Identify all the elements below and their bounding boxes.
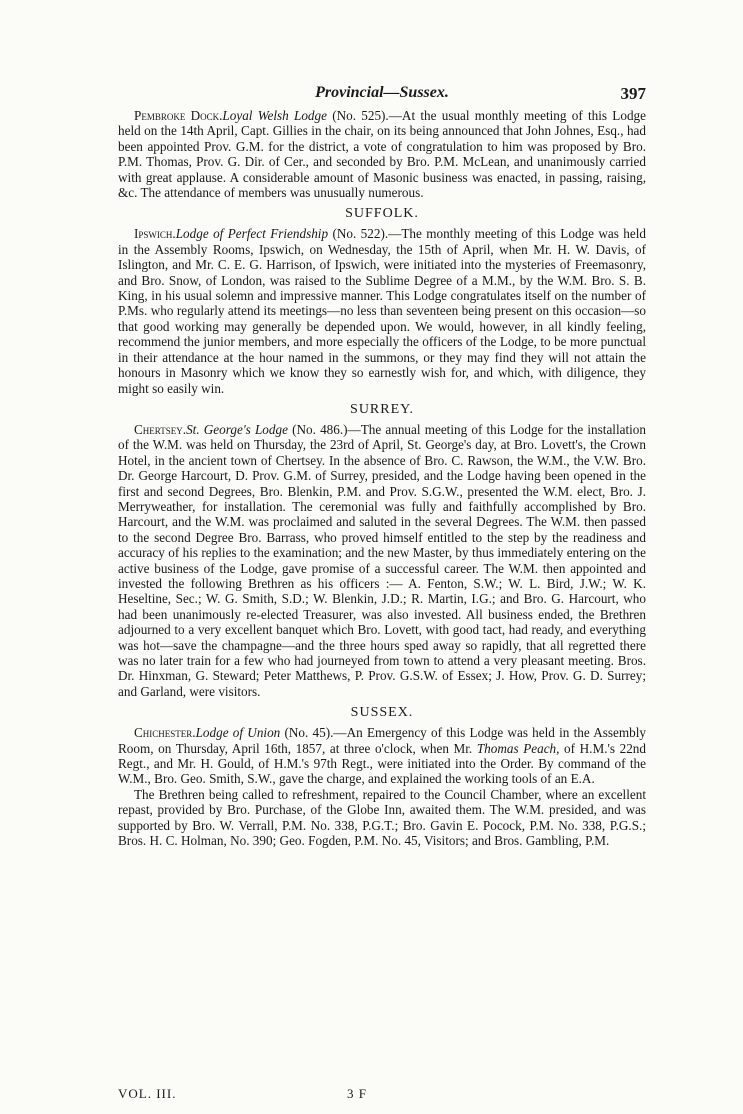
place-name: Chertsey. — [134, 421, 187, 437]
page-header — [118, 84, 646, 108]
lodge-name: Loyal Welsh Lodge — [222, 108, 327, 123]
lodge-name: St. George's Lodge — [186, 421, 288, 437]
lodge-name: Lodge of Perfect Friendship — [175, 226, 329, 242]
paragraph-text: (No. 45).—An Emergency of this Lodge was held in the Assembly Room, on Thursday, April 16th, 1857, at three o'clock, when Mr. — [118, 725, 646, 756]
pembroke-paragraph — [118, 108, 646, 200]
place-name: Ipswich. — [134, 226, 176, 242]
suffolk-paragraph — [118, 226, 646, 395]
paragraph-text: of H.M.'s 22nd Regt., and Mr. H. Gould, of H.M.'s 97th Regt., were initiated into the Order. By command of the W.M., Bro. Geo. Smith, S.W., gave the charge, and explained the working tools of an E.A. — [118, 740, 646, 787]
section-heading-sussex: SUSSEX. — [350, 705, 414, 721]
lodge-name: Lodge of Union — [195, 725, 281, 741]
initiate-name: Thomas Peach, — [476, 740, 560, 756]
section-heading-surrey: SURREY. — [350, 401, 414, 417]
place-name: Chichester. — [134, 725, 196, 741]
section-heading-suffolk: SUFFOLK. — [345, 206, 419, 222]
volume-label: VOL. III. — [118, 1086, 177, 1101]
paragraph-text: (No. 525).—At the usual monthly meeting of this Lodge held on the 14th April, Capt. Gillies in the chair, on its being announced that John Johnes, Esq., had been appointed Prov. G.M. for the district, a vote of congratulation to him was proposed by Bro. P.M. Thomas, Prov. G. Dir. of Cer., and seconded by Bro. P.M. McLean, and unanimously carried with great applause. A considerable amount of Masonic business was enacted, in passing, raising, &c. The attendance of members was unusually numerous. — [118, 108, 646, 201]
sussex-paragraph-1 — [118, 725, 646, 787]
sussex-paragraph-2: The Brethren being called to refreshment, repaired to the Council Chamber, where an excellent repast, provided by Bro. Purchase, of the Globe Inn, awaited them. The W.M. presided, and was supported by Bro. W. Verrall, P.M. No. 338, P.G.T.; Bro. Gavin E. Pocock, P.M. No. 338, P.G.S.; Bros. H. C. Holman, No. 390; Geo. Fogden, P.M. No. 45, Visitors; and Bros. Gambling, P.M. — [118, 786, 646, 849]
surrey-paragraph — [118, 422, 646, 699]
running-title: Provincial—Sussex. — [315, 84, 449, 101]
page-number: 397 — [620, 84, 646, 103]
document-page — [118, 84, 646, 1101]
signature-mark: 3 F — [347, 1086, 367, 1101]
paragraph-text: (No. 522).—The monthly meeting of this Lodge was held in the Assembly Rooms, Ipswich, on Wednesday, the 15th of April, when Mr. H. W. Davis, of Islington, and Mr. C. E. G. Harrison, of Ipswich, were initiated into the mysteries of Freemasonry, and Bro. Snow, of London, was raised to the Sublime Degree of a M.M., by the W.M. Bro. S. B. King, in his usual solemn and impressive manner. This Lodge congratulates itself on the number of P.Ms. who regularly attend its meetings—no less than seventeen being present on this occasion—so that good working may generally be depended upon. We would, however, in all kindly feeling, recommend the junior members, and more especially the officers of the Lodge, to be more punctual in their attendance at the hour named in the summons, or they may find they will not attain the honours in Masonry which we know they so earnestly wish for, and which, with diligence, they might so easily win. — [118, 226, 646, 396]
paragraph-text: (No. 486.)—The annual meeting of this Lodge for the installation of the W.M. was held on Thursday, the 23rd of April, St. George's day, at Bro. Lovett's, the Crown Hotel, in the ancient town of Chertsey. In the absence of Bro. C. Rawson, the W.M., the V.W. Bro. Dr. George Harcourt, D. Prov. G.M. of Surrey, presided, and the Lodge having been opened in the first and second Degrees, Bro. Blenkin, P.M. and Prov. S.G.W., presented the W.M. elect, Bro. J. Merryweather, for installation. The ceremonial was fully and faithfully accomplished by Bro. Harcourt, and the W.M. was proclaimed and saluted in the several Degrees. The W.M. then passed to the second Degree Bro. Barrass, who proved himself entitled to the step by the readiness and accuracy of his replies to the examination; and the new Master, by thus immediately entering on the active business of the Lodge, gave promise of a successful career. The W.M. then appointed and invested the following Brethren as his officers :— A. Fenton, S.W.; W. L. Bird, J.W.; W. K. Heseltine, Sec.; W. G. Smith, S.D.; W. Blenkin, J.D.; R. Martin, I.G.; and Bro. G. Harcourt, who had been unanimously re-elected Treasurer, was also invested. All business ended, the Brethren adjourned to a very excellent banquet which Bro. Lovett, with good tact, had ready, and everything was hot—save the champagne—and the three hours sped away so rapidly, that all regretted there was no later train for a few who had journeyed from town to attend a very pleasant meeting. Bros. Dr. Hinxman, G. Steward; Peter Matthews, P. Prov. G.S.W. of Essex; J. How, Prov. G. D. Surrey; and Garland, were visitors. — [118, 421, 646, 699]
place-name: Pembroke Dock. — [134, 108, 223, 123]
